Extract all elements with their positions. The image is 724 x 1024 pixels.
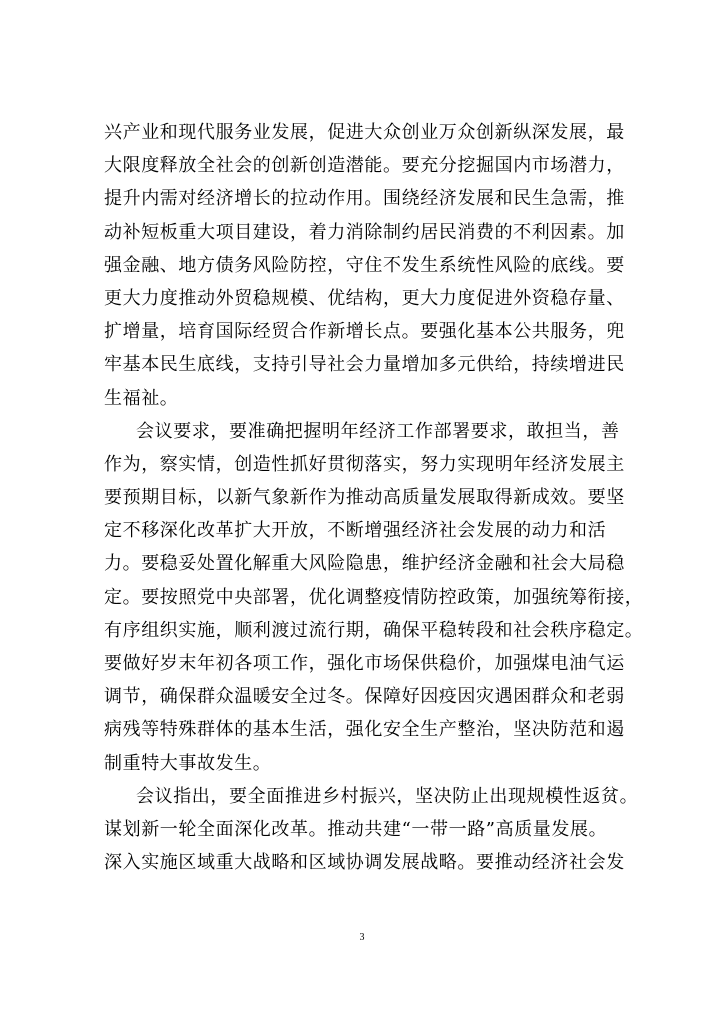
text-line: 要预期目标，以新气象新作为推动高质量发展取得新成效。要坚 [104,487,625,509]
text-line: 作为，察实情，创造性抓好贯彻落实，努力实现明年经济发展主 [104,453,625,475]
text-line: 强金融、地方债务风险防控，守住不发生系统性风险的底线。要 [104,254,625,276]
text-line: 兴产业和现代服务业发展，促进大众创业万众创新纵深发展，最 [104,122,625,143]
text-line: 会议要求，要准确把握明年经济工作部署要求，敢担当，善 [136,420,620,442]
text-line: 更大力度推动外贸稳规模、优结构，更大力度促进外资稳存量、 [104,287,625,309]
text-line: 牢基本民生底线，支持引导社会力量增加多元供给，持续增进民 [104,354,625,376]
text-line: 定。要按照党中央部署，优化调整疫情防控政策，加强统筹衔接， [104,586,644,608]
page-number: 3 [359,932,365,943]
text-line: 有序组织实施，顺利渡过流行期，确保平稳转段和社会秩序稳定。 [104,619,644,641]
document-body [104,116,644,879]
text-line: 调节，确保群众温暖安全过冬。保障好因疫因灾遇困群众和老弱 [104,686,625,708]
text-line: 提升内需对经济增长的拉动作用。围绕经济发展和民生急需，推 [104,188,625,210]
text-line: 会议指出，要全面推进乡村振兴，坚决防止出现规模性返贫。 [136,785,639,807]
text-line: 谋划新一轮全面深化改革。推动共建“一带一路”高质量发展。 [104,818,608,840]
text-line: 生福祉。 [104,387,179,409]
text-line: 病残等特殊群体的基本生活，强化安全生产整治，坚决防范和遏 [104,719,625,741]
text-line: 动补短板重大项目建设，着力消除制约居民消费的不利因素。加 [104,221,625,243]
text-line: 深入实施区域重大战略和区域协调发展战略。要推动经济社会发 [104,852,625,874]
text-line: 大限度释放全社会的创新创造潜能。要充分挖掘国内市场潜力， [104,155,625,177]
text-line: 扩增量，培育国际经贸合作新增长点。要强化基本公共服务，兜 [104,321,625,343]
text-line: 要做好岁末年初各项工作，强化市场保供稳价，加强煤电油气运 [104,653,625,674]
text-line: 定不移深化改革扩大开放，不断增强经济社会发展的动力和活 [104,520,607,542]
text-line: 力。要稳妥处置化解重大风险隐患，维护经济金融和社会大局稳 [104,553,625,575]
text-line: 制重特大事故发生。 [104,752,272,774]
